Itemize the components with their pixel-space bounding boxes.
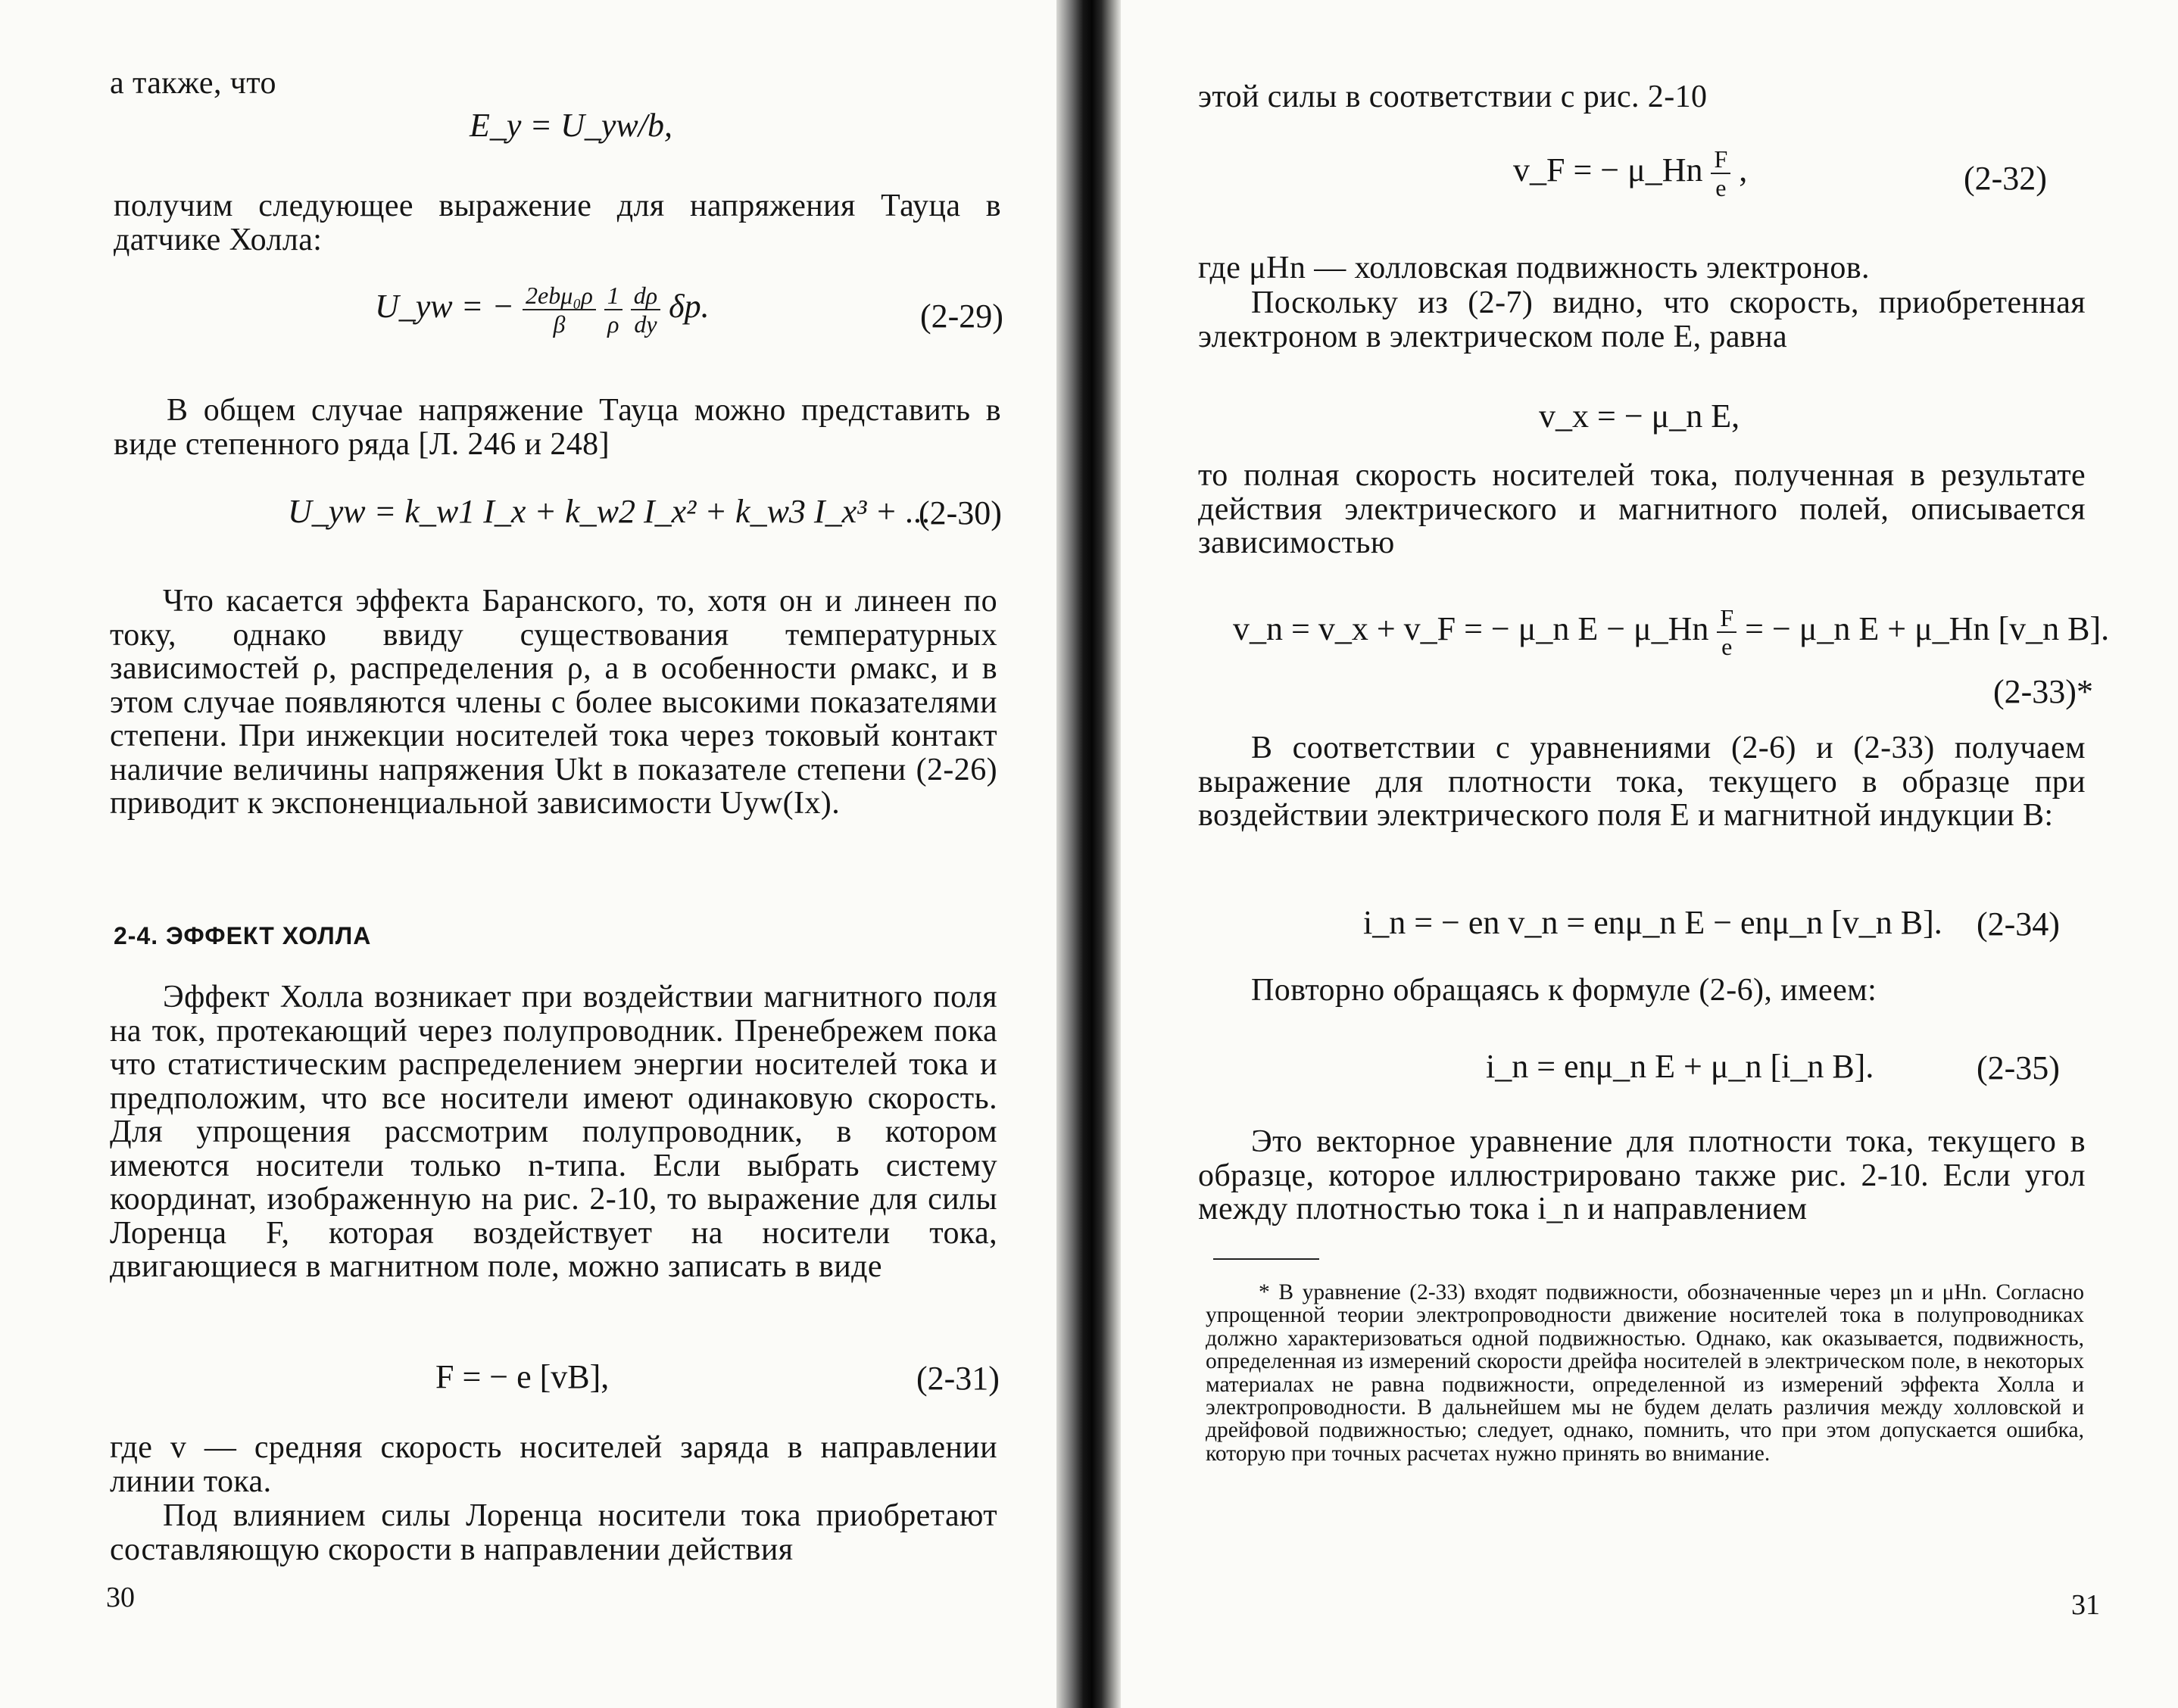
section-heading: 2-4. ЭФФЕКТ ХОЛЛА — [114, 922, 372, 949]
equation-2-32: v_F = − μ_Hn $\frac{F}{e}$ , — [1513, 145, 1748, 201]
equation-2-33: v_n = v_x + v_F = − μ_n E − μ_Hn $\frac{F}{e}$ = − μ_n E + μ_Hn [v_n B]. — [1233, 604, 2110, 660]
right-intro-line: этой силы в соответствии с рис. 2-10 — [1198, 79, 1708, 114]
intro-line: а также, что — [110, 66, 276, 101]
equation-2-29 — [375, 282, 710, 338]
equation-number-2-35: (2-35) — [1977, 1049, 2060, 1086]
equation-2-31: F = − e [vB], — [435, 1358, 610, 1395]
equation-ey: E_y = U_yw/b, — [470, 107, 672, 144]
paragraph-where-v: где v — средняя скорость носителей заряда в направлении линии тока. — [110, 1430, 997, 1499]
equation-number-2-32: (2-32) — [1964, 160, 2047, 197]
paragraph-vector: Это векторное уравнение для плотности тока, текущего в образце, которое иллюстрировано также рис. 2-10. Если угол между плотностью тока i_n и направлением — [1198, 1124, 2086, 1226]
equation-2-35: i_n = enμ_n E + μ_n [i_n B]. — [1486, 1048, 1874, 1085]
paragraph-accordance: В соответствии с уравнениями (2-6) и (2-33) получаем выражение для плотности тока, текущего в образце при воздействии электрического поля E и магнитной индукции B: — [1198, 731, 2086, 833]
book-spine — [1056, 0, 1121, 1708]
footnote-rule — [1213, 1258, 1319, 1260]
paragraph-since: Поскольку из (2-7) видно, что скорость, приобретенная электроном в электрическом поле E, равна — [1198, 285, 2086, 354]
fraction-f-e-2: $\frac{F}{e}$ — [1717, 604, 1736, 660]
equation-number-2-34: (2-34) — [1977, 905, 2060, 943]
fraction-2: $\frac{1}{\rho}$ — [604, 282, 623, 338]
page-number-left: 30 — [106, 1582, 135, 1613]
equation-2-29-tail: δp. — [669, 288, 710, 326]
equation-2-29-lhs: U_yw = − — [375, 288, 515, 326]
paragraph-hall: Эффект Холла возникает при воздействии магнитного поля на ток, протекающий через полупроводник. Пренебрежем пока что статистическим распределением энергии носителей тока и предположим, что все носители имеют одинаковую скорость. Для упрощения рассмотрим полупроводник, в котором имеются носители только n-типа. Если выбрать систему координат, изображенную на рис. 2-10, то выражение для силы Лоренца F, которая воздействует на носители тока, двигающиеся в магнитном поле, можно записать в виде — [110, 980, 997, 1284]
paragraph-get: получим следующее выражение для напряжения Тауца в датчике Холла: — [114, 189, 1001, 257]
equation-number-2-29: (2-29) — [920, 298, 1003, 335]
equation-2-30: U_yw = k_w1 I_x + k_w2 I_x² + k_w3 I_x³ + ... — [288, 493, 931, 530]
equation-number-2-33: (2-33)* — [1993, 673, 2093, 710]
paragraph-again: Повторно обращаясь к формуле (2-6), имеем: — [1251, 973, 1877, 1008]
equation-2-34: i_n = − en v_n = enμ_n E − enμ_n [v_n B]. — [1363, 904, 1942, 941]
paragraph-lorentz: Под влиянием силы Лоренца носители тока приобретают составляющую скорости в направлении действия — [110, 1498, 997, 1567]
fraction-1: $\frac{\text{2ebμ₀ρ}}{\beta}$ — [523, 282, 596, 338]
paragraph-total: то полная скорость носителей тока, полученная в результате действия электрического и магнитного полей, описывается зависимостью — [1198, 458, 2086, 560]
left-page — [0, 0, 1056, 1708]
page-number-right: 31 — [2071, 1589, 2100, 1621]
footnote: * В уравнение (2-33) входят подвижности, обозначенные через μn и μHn. Согласно упрощенной теории электропроводности движение носителей тока в полупроводниках должно характеризоваться одной подвижностью. Однако, как оказывается, подвижность, определенная из измерений скорости дрейфа носителей в электрическом поле, в некоторых материалах не равна подвижности, определенной из измерений эффекта Холла и электропроводности. В дальнейшем мы не будем делать различия между холловской и дрейфовой подвижностью; следует, однако, помнить, что при этом допускается ошибка, которую при точных расчетах нужно принять во внимание. — [1206, 1280, 2084, 1466]
equation-number-2-31: (2-31) — [916, 1360, 1000, 1397]
paragraph-baransky: Что касается эффекта Баранского, то, хотя он и линеен по току, однако ввиду существования температурных зависимостей ρ, распределения ρ, а в особенности ρмакс, и в этом случае появляются члены с более высокими показателями степени. При инжекции носителей тока через токовый контакт наличие величины напряжения Ukt в показателе степени (2-26) приводит к экспоненциальной зависимости Uyw(Ix). — [110, 584, 997, 821]
fraction-f-e: $\frac{F}{e}$ — [1711, 145, 1730, 201]
fraction-3: $\frac{d\rho}{dy}$ — [631, 282, 660, 338]
paragraph-general: В общем случае напряжение Тауца можно представить в виде степенного ряда [Л. 246 и 248] — [114, 393, 1001, 462]
equation-number-2-30: (2-30) — [919, 494, 1002, 531]
right-page — [1121, 0, 2178, 1708]
paragraph-where-mu: где μHn — холловская подвижность электронов. — [1198, 251, 1870, 285]
equation-vx: v_x = − μ_n E, — [1539, 397, 1740, 435]
